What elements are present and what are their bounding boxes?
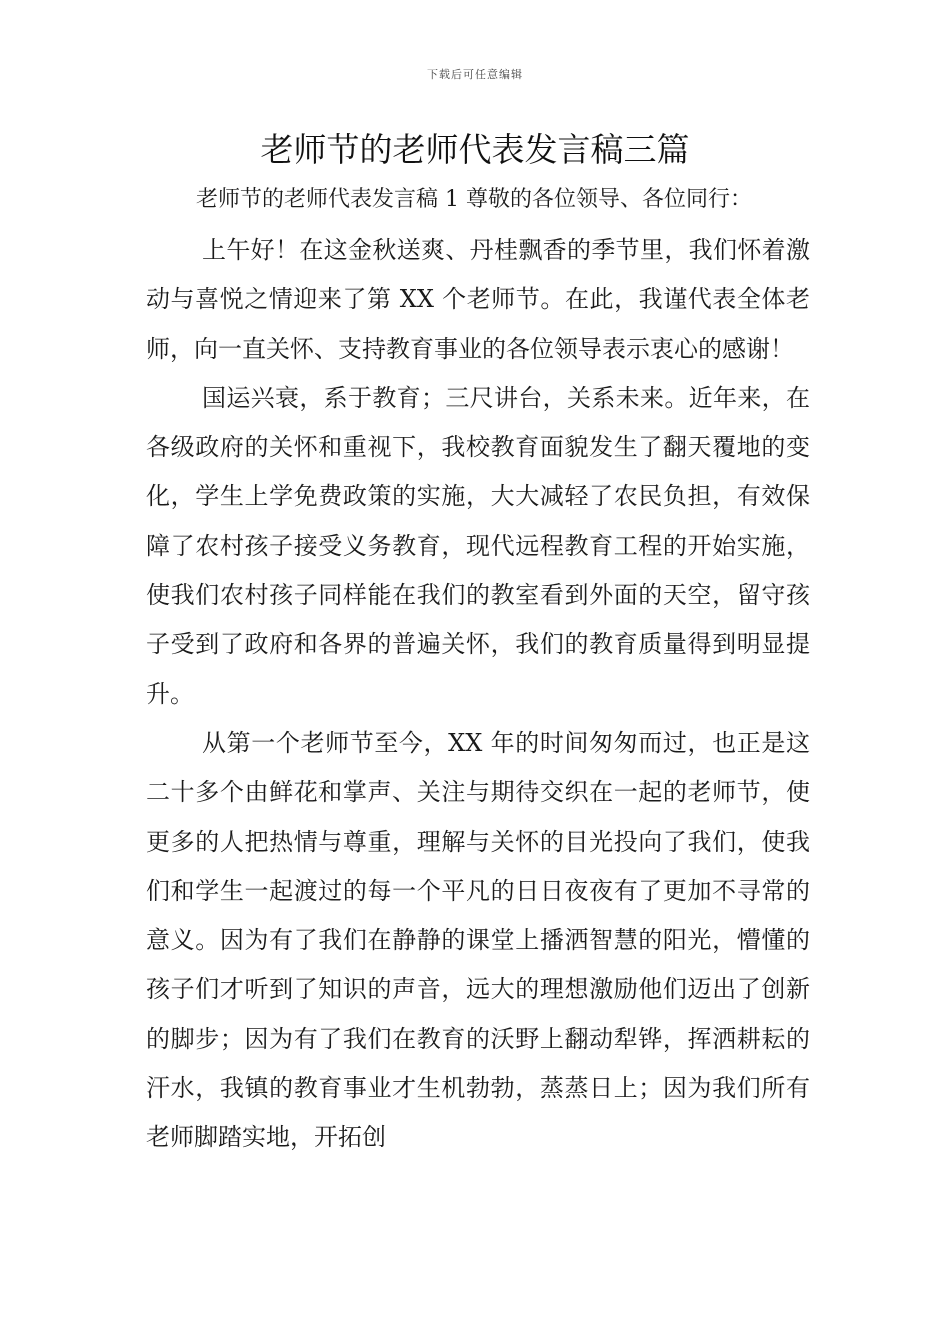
document-title: 老师节的老师代表发言稿三篇	[260, 130, 690, 169]
intro-line: 老师节的老师代表发言稿 1 尊敬的各位领导、各位同行：	[196, 187, 752, 212]
paragraph: 国运兴衰，系于教育；三尺讲台，关系未来。近年来，在各级政府的关怀和重视下，我校教育面貌发生了翻天覆地的变化，学生上学免费政策的实施，大大减轻了农民负担，有效保障了农村孩子接受义务教育，现代远程教育工程的开始实施，使我们农村孩子同样能在我们的教室看到外面的天空，留守孩子受到了政府和各界的普遍关怀，我们的教育质量得到明显提升。	[146, 383, 810, 708]
header-note: 下载后可任意编辑	[427, 68, 523, 81]
paragraph: 上午好！在这金秋送爽、丹桂飘香的季节里，我们怀着激动与喜悦之情迎来了第 XX 个老师节。在此，我谨代表全体老师，向一直关怀、支持教育事业的各位领导表示衷心的感谢！	[146, 236, 810, 363]
paragraph: 从第一个老师节至今，XX 年的时间匆匆而过，也正是这二十多个由鲜花和掌声、关注与期待交织在一起的老师节，使更多的人把热情与尊重，理解与关怀的目光投向了我们，使我们和学生一起渡过的每一个平凡的日日夜夜有了更加不寻常的意义。因为有了我们在静静的课堂上播洒智慧的阳光，懵懂的孩子们才听到了知识的声音，远大的理想激励他们迈出了创新的脚步；因为有了我们在教育的沃野上翻动犁铧，挥洒耕耘的汗水，我镇的教育事业才生机勃勃，蒸蒸日上；因为我们所有老师脚踏实地，开拓创	[146, 728, 810, 1152]
document-body	[146, 226, 810, 1163]
